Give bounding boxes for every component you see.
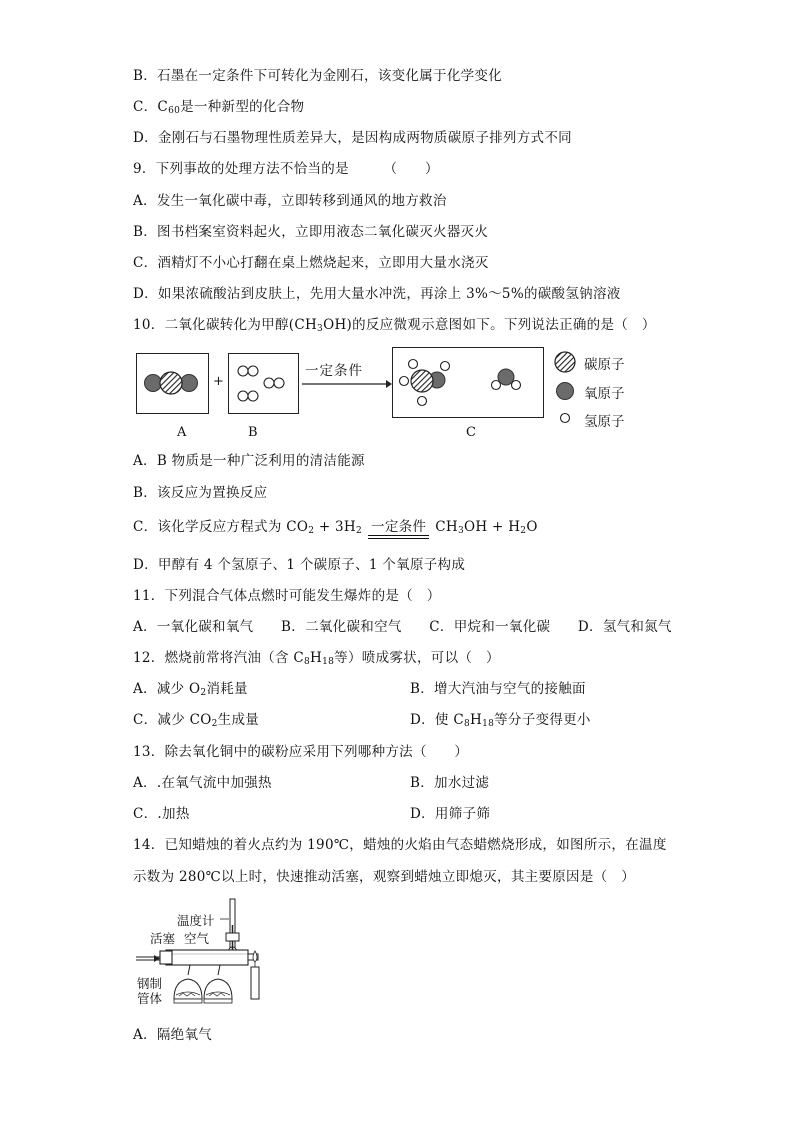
q9-option-c: C．酒精灯不小心打翻在桌上燃烧起来，立即用大量水浇灭 [133,255,489,271]
carbon-legend-icon [555,352,575,372]
q9-option-d: D．如果浓硫酸沾到皮肤上，先用大量水冲洗，再涂上 3%～5%的碳酸氢钠溶液 [133,286,621,302]
q13-option-a: A．.在氧气流中加强热 [133,775,272,791]
q9-stem: 9．下列事故的处理方法不恰当的是 （ ） [133,161,439,177]
q9-option-a: A．发生一氧化碳中毒，立即转移到通风的地方救治 [133,193,447,209]
q9-option-b: B．图书档案室资料起火，立即用液态二氧化碳灭火器灭火 [133,224,489,240]
q10-option-d: D．甲醇有 4 个氢原子、1 个碳原子、1 个氧原子构成 [133,557,466,573]
oxygen-legend-icon [557,383,574,400]
legend-oxygen: 氧原子 [584,386,625,402]
q14-stem-line2: 示数为 280℃以上时，快速推动活塞，观察到蜡烛立即熄灭，其主要原因是（ ） [133,869,636,885]
q8-option-d: D．金刚石与石墨物理性质差异大，是因构成两物质碳原子排列方式不同 [133,130,572,146]
q10-option-a: A．B 物质是一种广泛利用的清洁能源 [133,453,365,469]
q13-option-c: C．.加热 [133,806,190,822]
oxygen-atom [181,375,198,392]
q12-option-b: B．增大汽油与空气的接触面 [410,681,586,697]
label-air: 空气 [184,931,210,946]
label-a: A [177,425,187,440]
label-thermometer: 温度计 [177,913,215,928]
product-molecules [392,347,542,416]
q8-option-b: B．石墨在一定条件下可转化为金刚石，该变化属于化学变化 [133,68,503,84]
label-tube-1: 钢制 [137,976,163,991]
q12-stem: 12．燃烧前常将汽油（含 $C_8H_{18}$等）喷成雾状，可以（ ） [133,650,500,667]
equation-condition: 一定条件 [368,518,429,536]
legend-symbols [552,350,580,428]
legend-carbon: 碳原子 [584,357,625,373]
label-b: B [248,425,258,440]
q12-option-d: D．使 $C_8H_{18}$等分子变得更小 [410,712,591,729]
label-c: C [466,425,476,440]
plus-sign: + [213,374,224,389]
flame-icon [253,951,257,962]
hydrogen-legend-icon [561,414,570,423]
q10-stem: 10．二氧化碳转化为甲醇$(CH_3OH)$的反应微观示意图如下。下列说法正确的是（ ） [133,317,656,334]
q12-option-c: C．减少 $CO_2$生成量 [133,712,260,729]
q12-option-a: A．减少 $O_2$消耗量 [133,681,248,698]
q8-option-c: C．$C_{60}$是一种新型的化合物 [133,99,305,116]
q14-stem-line1: 14．已知蜡烛的着火点约为 190℃，蜡烛的火焰由气态蜡燃烧形成，如图所示，在温度 [133,837,667,853]
oxygen-atom [145,375,162,392]
label-tube-2: 管体 [137,991,163,1006]
oxygen-atom [498,369,514,385]
q13-stem: 13．除去氧化铜中的碳粉应采用下列哪种方法（ ） [133,744,469,760]
legend-hydrogen: 氢原子 [584,414,625,430]
carbon-atom [411,370,433,392]
q10-option-b: B．该反应为置换反应 [133,485,268,501]
q13-option-d: D．用筛子筛 [410,806,491,822]
reaction-arrow [302,378,392,390]
h2-molecules [228,353,297,412]
q14-option-a: A．隔绝氧气 [133,1027,213,1043]
q11-stem: 11．下列混合气体点燃时可能发生爆炸的是（ ） [133,588,441,604]
co2-molecule [136,353,207,412]
label-piston: 活塞 [150,931,176,946]
candle-icon [251,967,259,999]
q13-option-b: B．加水过滤 [410,775,490,791]
q11-options: A．一氧化碳和氧气 B．二氧化碳和空气 C．甲烷和一氧化碳 D．氢气和氮气 [133,619,672,635]
q10-option-c: C．该化学反应方程式为 $CO_2 + 3H_2$ 一定条件 $CH_3OH + H_2O$ [133,519,538,536]
reaction-condition: 一定条件 [305,363,363,379]
carbon-atom [160,372,182,394]
